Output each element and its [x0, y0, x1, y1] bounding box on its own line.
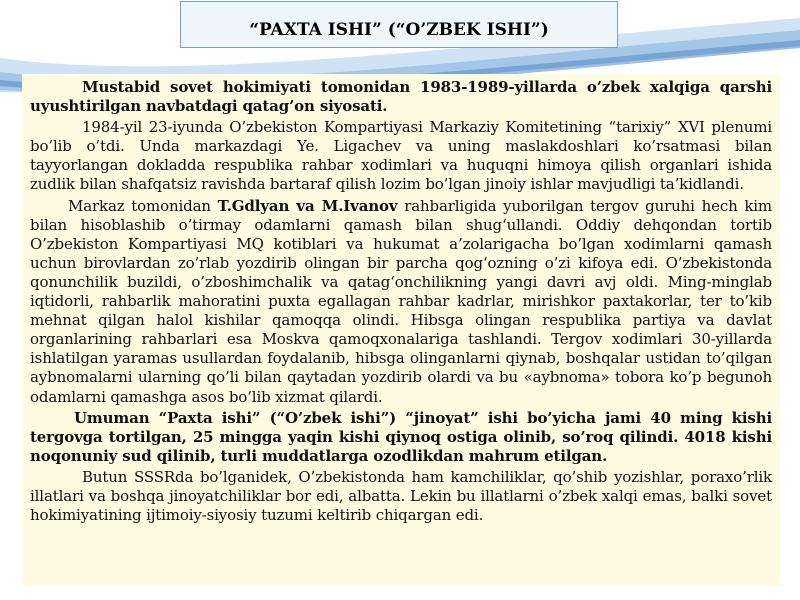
investigators-names: T.Gdlyan va M.Ivanov [217, 196, 398, 215]
content-area [22, 74, 780, 586]
investigation-text-before: Markaz tomonidan [68, 196, 218, 215]
investigation-text-after: rahbarligida yuborilgan tergov guruhi hech kim bilan hisoblashib o’tirmay odamlarni qamash bilan shug‘ullandi. Oddiy dehqondan tortib O’zbekiston Kompartiyasi MQ kotiblari va hukumat a’zolarigacha bo’lgan xodimlarni qamash uchun birovlardan zo’rlab yozdirib olingan bir parcha qog‘ozning o’zi kifoya edi. O’zbekistonda qonunchilik buzildi, o’zboshimchalik va qatag‘onchilikning yangi davri avj oldi. Ming-minglab iqtidorli, rahbarlik mahoratini puxta egallagan rahbar kadrlar, mirishkor paxtakorlar, ter to’kib mehnat qilgan halol kishilar qamoqqa olindi. Hibsga olingan respublika partiya va davlat organlarining rahbarlari esa Moskva qamoqxonalariga tashlandi. Tergov xodimlari 30-yillarda ishlatilgan yaramas usullardan foydalanib, hibsga olinganlarni qiynab, boshqalar ustidan to’qilgan aybnomalarni ularning qo’li bilan qaytadan yozdirib olardi va bu «aybnoma» tobora ko’p begunoh odamlarni qamashga asos bo’lib xizmat qilardi. [30, 196, 772, 406]
slide-title: “PAXTA ISHI” (“O’ZBEK ISHI”) [249, 19, 549, 40]
plenum-paragraph: 1984-yil 23-iyunda O’zbekiston Kompartiyasi Markaziy Komitetining “tarixiy” XVI plenumi bo’lib o’tdi. Unda markazdagi Ye. Ligachev va uning maslakdoshlari ko’rsatmasi bilan tayyorlangan dokladda respublika rahbar xodimlari va huquqni himoya qilish organlari ishida zudlik bilan shafqatsiz ravishda bartaraf qilish lozim bo’lgan jinoiy ishlar mavjudligi ta’kidlandi. [30, 118, 772, 194]
intro-paragraph: Mustabid sovet hokimiyati tomonidan 1983-1989-yillarda o’zbek xalqiga qarshi uyushtirilgan navbatdagi qatag’on siyosati. [30, 78, 772, 116]
investigation-paragraph [30, 197, 772, 407]
title-box [180, 1, 618, 48]
statistics-paragraph: Umuman “Paxta ishi” (“O’zbek ishi”) “jinoyat” ishi bo’yicha jami 40 ming kishi tergovga tortilgan, 25 mingga yaqin kishi qiynoq ostiga olinib, so’roq qilindi. 4018 kishi noqonuniy sud qilinib, turli muddatlarga ozodlikdan mahrum etilgan. [30, 408, 772, 465]
conclusion-paragraph: Butun SSSRda bo’lganidek, O’zbekistonda ham kamchiliklar, qo’shib yozishlar, poraxo’rlik illatlari va boshqa jinoyatchiliklar bor edi, albatta. Lekin bu illatlarni o’zbek xalqi emas, balki sovet hokimiyatining ijtimoiy-siyosiy tuzumi keltirib chiqargan edi. [30, 467, 772, 525]
